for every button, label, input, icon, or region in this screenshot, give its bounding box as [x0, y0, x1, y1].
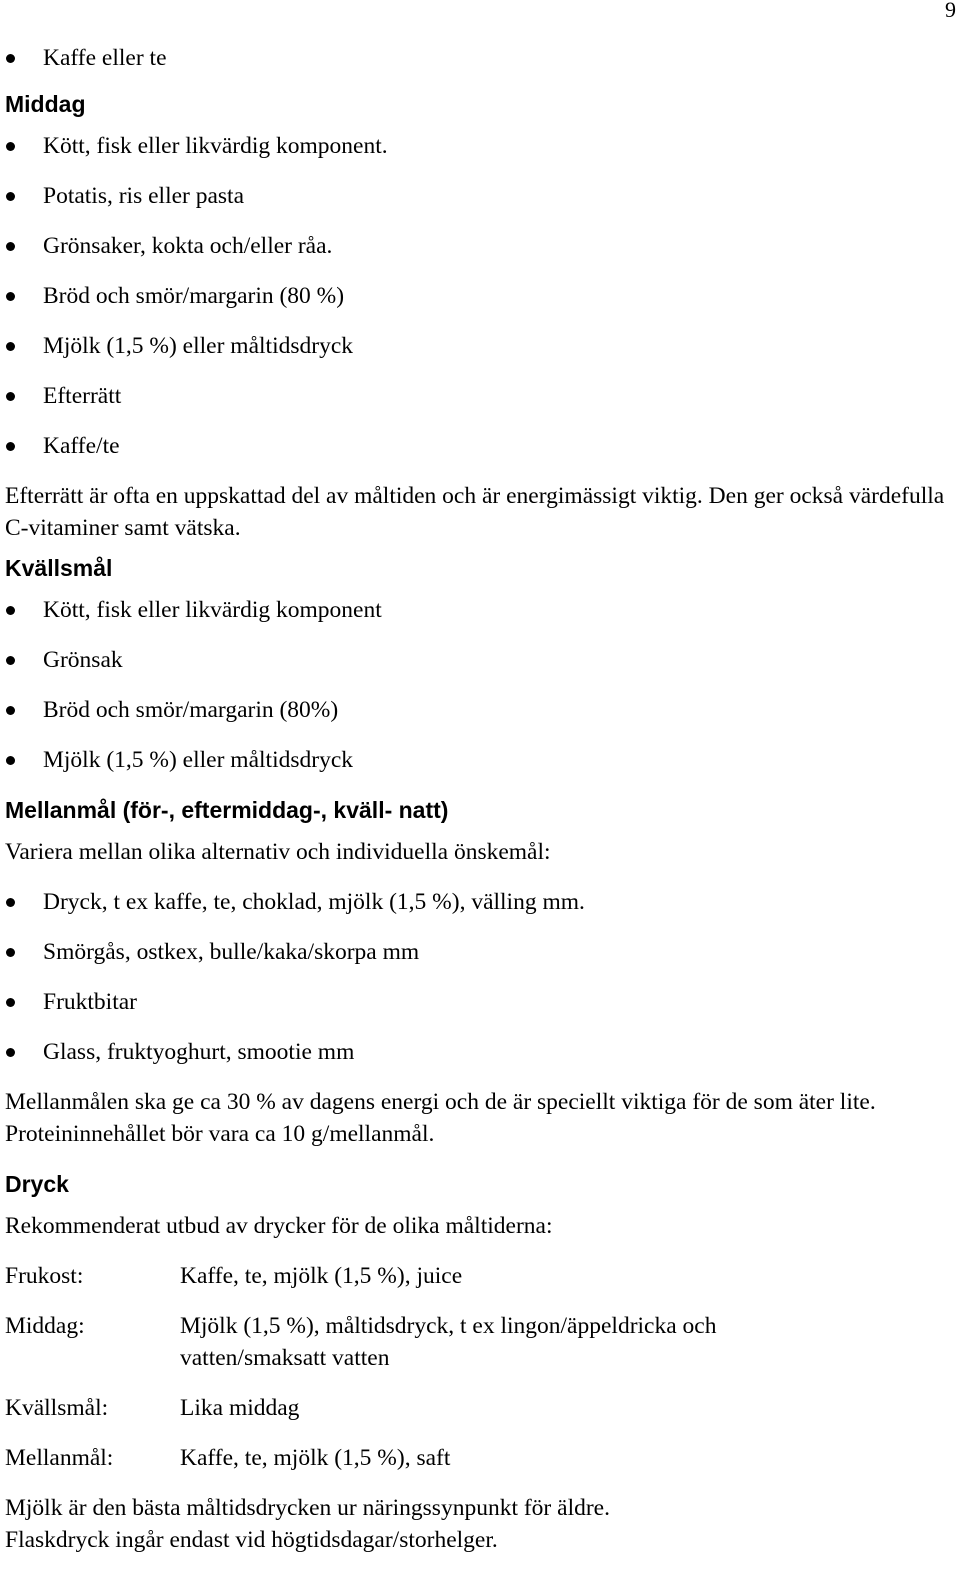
- middag-list: [5, 130, 945, 462]
- section-heading-dryck: Dryck: [5, 1171, 69, 1197]
- mellanmal-note: Mellanmålen ska ge ca 30 % av dagens energi och de är speciellt viktiga för de som äter lite. Proteininnehållet bör vara ca 10 g/mellanmål.: [5, 1089, 876, 1147]
- drink-table: [5, 1260, 945, 1474]
- list-item: Grönsaker, kokta och/eller råa.: [5, 230, 945, 262]
- kvallsmal-list: [5, 594, 945, 776]
- mellanmal-list: [5, 886, 945, 1068]
- drink-row-label: Frukost:: [5, 1263, 84, 1289]
- drink-row-value: Kaffe, te, mjölk (1,5 %), saft: [180, 1445, 451, 1471]
- drink-row-label: Mellanmål:: [5, 1445, 114, 1471]
- list-item: Smörgås, ostkex, bulle/kaka/skorpa mm: [5, 936, 945, 968]
- top-list: [5, 42, 945, 74]
- list-item: Kött, fisk eller likvärdig komponent.: [5, 130, 945, 162]
- list-item: Bröd och smör/margarin (80 %): [5, 280, 945, 312]
- dryck-closing-line: Mjölk är den bästa måltidsdrycken ur näringssynpunkt för äldre.: [5, 1495, 610, 1521]
- document-body: [5, 42, 945, 1556]
- drink-row: [5, 1442, 945, 1474]
- drink-row-value: Mjölk (1,5 %), måltidsdryck, t ex lingon/äppeldricka och vatten/smaksatt vatten: [180, 1313, 717, 1371]
- page-number: 9: [945, 0, 956, 22]
- section-heading-mellanmal: Mellanmål (för-, eftermiddag-, kväll- natt): [5, 797, 449, 823]
- drink-row-value: Kaffe, te, mjölk (1,5 %), juice: [180, 1263, 463, 1289]
- mellanmal-intro: Variera mellan olika alternativ och individuella önskemål:: [5, 839, 551, 865]
- drink-row: [5, 1260, 945, 1292]
- list-item: Efterrätt: [5, 380, 945, 412]
- list-item: Glass, fruktyoghurt, smootie mm: [5, 1036, 945, 1068]
- list-item: Bröd och smör/margarin (80%): [5, 694, 945, 726]
- dryck-closing-line: Flaskdryck ingår endast vid högtidsdagar/storhelger.: [5, 1527, 498, 1553]
- dryck-intro: Rekommenderat utbud av drycker för de olika måltiderna:: [5, 1213, 553, 1239]
- list-item: Mjölk (1,5 %) eller måltidsdryck: [5, 744, 945, 776]
- list-item: Kött, fisk eller likvärdig komponent: [5, 594, 945, 626]
- drink-row-label: Kvällsmål:: [5, 1395, 109, 1421]
- drink-row: [5, 1392, 945, 1424]
- list-item: Dryck, t ex kaffe, te, choklad, mjölk (1,5 %), välling mm.: [5, 886, 945, 918]
- drink-row: [5, 1310, 945, 1374]
- section-heading-kvallsmal: Kvällsmål: [5, 555, 113, 581]
- section-heading-middag: Middag: [5, 91, 86, 117]
- list-item: Grönsak: [5, 644, 945, 676]
- middag-note: Efterrätt är ofta en uppskattad del av måltiden och är energimässigt viktig. Den ger också värdefulla C-vitaminer samt vätska.: [5, 483, 945, 541]
- list-item: Mjölk (1,5 %) eller måltidsdryck: [5, 330, 945, 362]
- drink-row-value: Lika middag: [180, 1395, 300, 1421]
- drink-row-label: Middag:: [5, 1313, 85, 1339]
- list-item: Fruktbitar: [5, 986, 945, 1018]
- list-item: Kaffe eller te: [5, 42, 945, 74]
- list-item: Potatis, ris eller pasta: [5, 180, 945, 212]
- list-item: Kaffe/te: [5, 430, 945, 462]
